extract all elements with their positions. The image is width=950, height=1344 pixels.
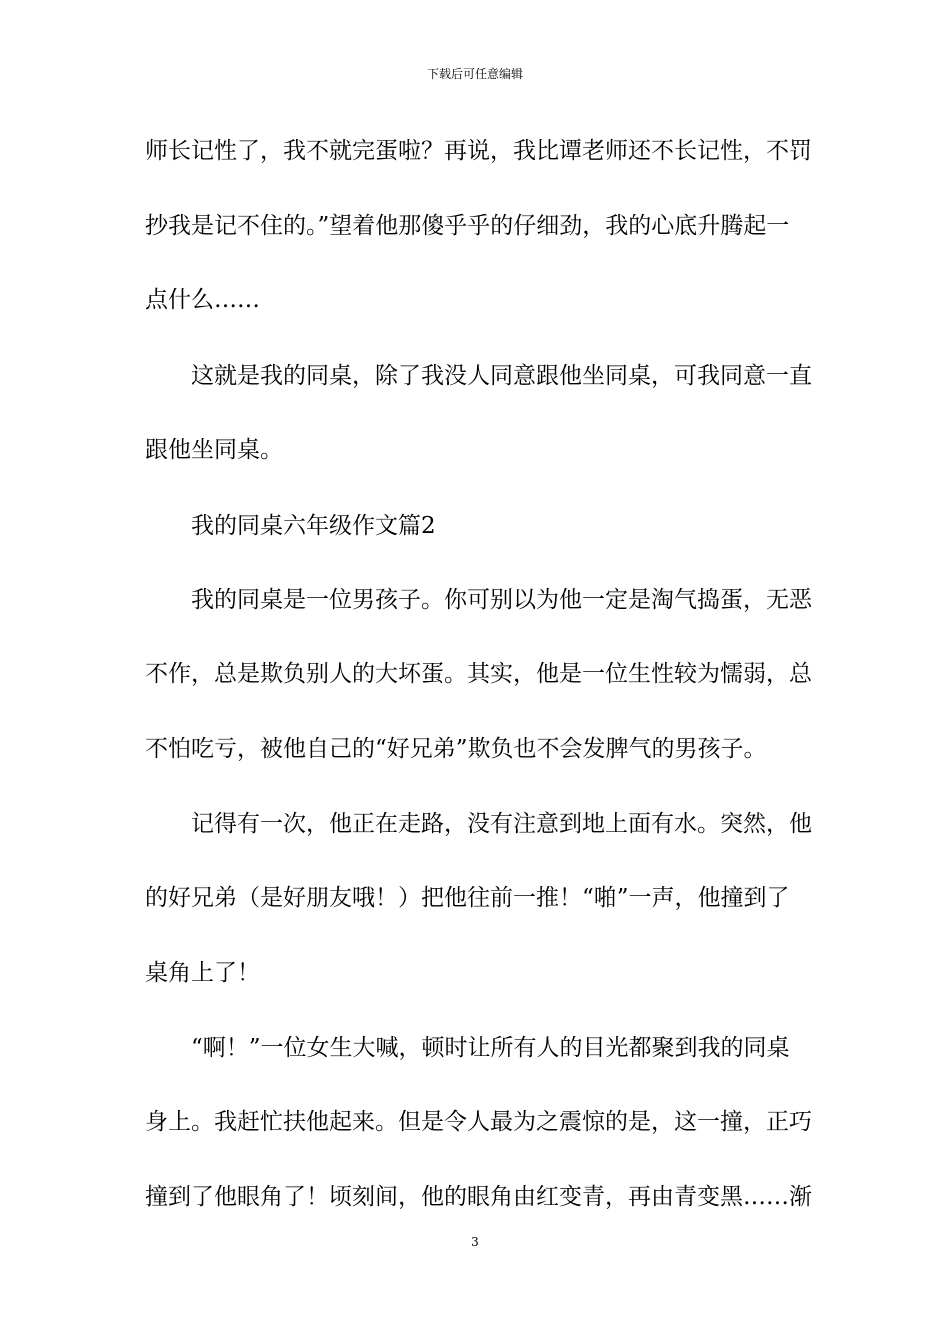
text-line: 撞到了他眼角了！顷刻间，他的眼角由红变青，再由青变黑……渐 bbox=[145, 1184, 812, 1210]
page-number: 3 bbox=[471, 1235, 479, 1249]
text-line: 抄我是记不住的。”望着他那傻乎乎的仔细劲，我的心底升腾起一 bbox=[145, 213, 790, 239]
text-line: 的好兄弟（是好朋友哦！）把他往前一推！“啪”一声，他撞到了 bbox=[145, 885, 790, 911]
text-line: 不作，总是欺负别人的大坏蛋。其实，他是一位生性较为懦弱，总 bbox=[145, 661, 812, 687]
text-line: “啊！”一位女生大喊，顿时让所有人的目光都聚到我的同桌 bbox=[191, 1035, 790, 1061]
section-heading: 我的同桌六年级作文篇2 bbox=[191, 513, 436, 539]
text-line: 跟他坐同桌。 bbox=[145, 437, 283, 463]
text-line: 桌角上了！ bbox=[145, 960, 260, 986]
text-line: 点什么…… bbox=[145, 287, 260, 313]
page-header: 下载后可任意编辑 bbox=[426, 67, 523, 81]
text-line: 不怕吃亏，被他自己的“好兄弟”欺负也不会发脾气的男孩子。 bbox=[145, 736, 767, 762]
text-line: 我的同桌是一位男孩子。你可别以为他一定是淘气捣蛋，无恶 bbox=[191, 587, 812, 613]
text-line: 身上。我赶忙扶他起来。但是令人最为之震惊的是，这一撞，正巧 bbox=[145, 1109, 812, 1135]
text-line: 这就是我的同桌，除了我没人同意跟他坐同桌，可我同意一直 bbox=[191, 363, 812, 389]
text-line: 记得有一次，他正在走路，没有注意到地上面有水。突然，他 bbox=[191, 811, 812, 837]
text-line: 师长记性了，我不就完蛋啦？再说，我比谭老师还不长记性，不罚 bbox=[145, 138, 812, 164]
